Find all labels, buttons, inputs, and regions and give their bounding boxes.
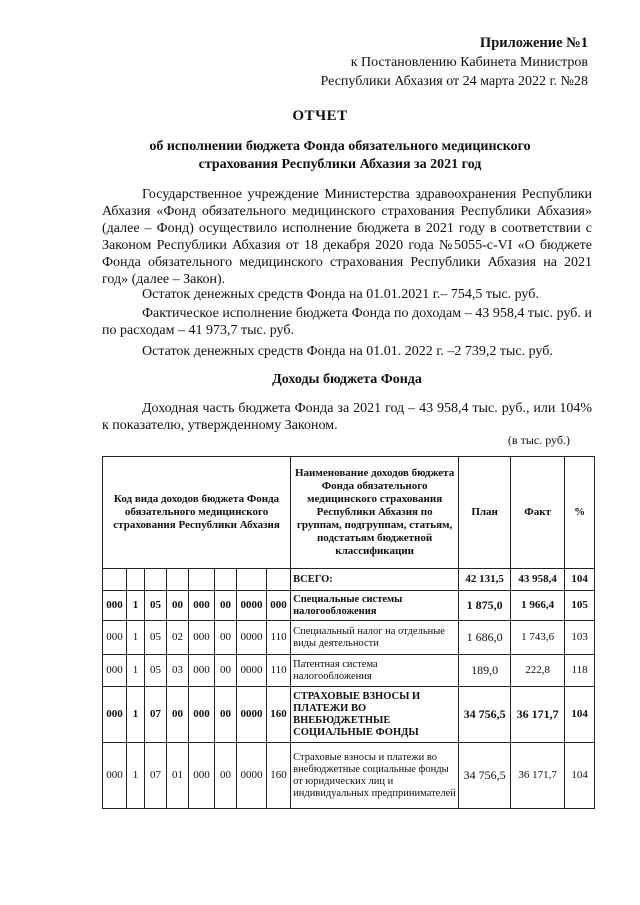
- table-row: [103, 743, 595, 809]
- code-cell: 000: [103, 743, 127, 809]
- income-heading: Доходы бюджета Фонда: [272, 372, 422, 387]
- total-fact: 43 958,4: [511, 569, 565, 591]
- header-code: Код вида доходов бюджета Фонда обязательного медицинского страхования Республики Абхазия: [103, 457, 291, 569]
- code-cell: 1: [127, 655, 145, 687]
- code-cell: 1: [127, 591, 145, 621]
- code-cell: 160: [267, 687, 291, 743]
- code-cell: 07: [145, 687, 167, 743]
- code-cell: 000: [103, 655, 127, 687]
- plan-cell: 1 875,0: [459, 591, 511, 621]
- code-cell: 110: [267, 655, 291, 687]
- actual-execution-paragraph: Фактическое исполнение бюджета Фонда по доходам – 43 958,4 тыс. руб. и по расходам – 41 973,7 тыс. руб.: [102, 306, 592, 338]
- code-cell: 1: [127, 743, 145, 809]
- code-cell: 02: [167, 621, 189, 655]
- code-cell: 05: [145, 621, 167, 655]
- code-cell: 000: [189, 621, 215, 655]
- code-cell: 00: [215, 743, 237, 809]
- code-cell: 0000: [237, 655, 267, 687]
- code-cell: 000: [189, 743, 215, 809]
- income-paragraph: Доходная часть бюджета Фонда за 2021 год – 43 958,4 тыс. руб., или 104% к показателю, утвержденному Законом.: [102, 401, 592, 433]
- appendix-line-2: Республики Абхазия от 24 марта 2022 г. №28: [320, 74, 588, 89]
- table-row-total: [103, 569, 595, 591]
- plan-cell: 34 756,5: [459, 687, 511, 743]
- code-cell: 160: [267, 743, 291, 809]
- income-name-cell: СТРАХОВЫЕ ВЗНОСЫ И ПЛАТЕЖИ ВО ВНЕБЮДЖЕТНЫЕ СОЦИАЛЬНЫЕ ФОНДЫ: [291, 687, 459, 743]
- code-cell: 03: [167, 655, 189, 687]
- report-title: ОТЧЕТ: [292, 108, 348, 124]
- fact-cell: 222,8: [511, 655, 565, 687]
- plan-cell: 189,0: [459, 655, 511, 687]
- code-cell: 01: [167, 743, 189, 809]
- income-name-cell: Специальные системы налогообложения: [291, 591, 459, 621]
- pct-cell: 104: [565, 743, 595, 809]
- code-cell: 00: [215, 687, 237, 743]
- code-cell: 00: [167, 687, 189, 743]
- plan-cell: 34 756,5: [459, 743, 511, 809]
- code-cell: 0000: [237, 743, 267, 809]
- table-header-row: [103, 457, 595, 569]
- code-cell: 0000: [237, 687, 267, 743]
- intro-paragraph: Государственное учреждение Министерства здравоохранения Республики Абхазия «Фонд обязательного медицинского страхования Республики Абхазия» (далее – Фонд) осуществило исполнение бюджета в 2021 году в соответствии с Законом Республики Абхазия от 18 декабря 2020 года №5055-с-VI «О бюджете Фонда обязательного медицинского страхования Республики Абхазия на 2021 год» (далее – Закон).: [102, 187, 592, 287]
- code-cell: 0000: [237, 621, 267, 655]
- closing-balance-paragraph: Остаток денежных средств Фонда на 01.01. 2022 г. –2 739,2 тыс. руб.: [142, 344, 553, 359]
- income-table: [102, 456, 595, 809]
- code-cell: 05: [145, 591, 167, 621]
- table-row: [103, 591, 595, 621]
- code-cell: 000: [267, 591, 291, 621]
- table-row: [103, 655, 595, 687]
- appendix-block: [321, 34, 588, 91]
- code-cell: 0000: [237, 591, 267, 621]
- code-cell: 00: [215, 655, 237, 687]
- code-cell: 00: [215, 621, 237, 655]
- plan-cell: 1 686,0: [459, 621, 511, 655]
- table-row: [103, 687, 595, 743]
- code-cell: 000: [103, 591, 127, 621]
- header-name: Наименование доходов бюджета Фонда обязательного медицинского страхования Республики Абхазия по группам, подгруппам, статьям, подстатьям бюджетной классификации: [291, 457, 459, 569]
- code-cell: 000: [189, 591, 215, 621]
- table-row: [103, 621, 595, 655]
- total-plan: 42 131,5: [459, 569, 511, 591]
- code-cell: 00: [167, 591, 189, 621]
- pct-cell: 105: [565, 591, 595, 621]
- fact-cell: 36 171,7: [511, 743, 565, 809]
- total-pct: 104: [565, 569, 595, 591]
- code-cell: 1: [127, 621, 145, 655]
- code-cell: 1: [127, 687, 145, 743]
- fact-cell: 1 743,6: [511, 621, 565, 655]
- code-cell: 000: [103, 687, 127, 743]
- fact-cell: 1 966,4: [511, 591, 565, 621]
- units-note: (в тыс. руб.): [507, 433, 570, 447]
- pct-cell: 118: [565, 655, 595, 687]
- code-cell: 110: [267, 621, 291, 655]
- opening-balance-paragraph: Остаток денежных средств Фонда на 01.01.2021 г.– 754,5 тыс. руб.: [142, 287, 539, 302]
- total-name: ВСЕГО:: [291, 569, 459, 591]
- code-cell: 000: [189, 687, 215, 743]
- code-cell: 000: [189, 655, 215, 687]
- code-cell: 000: [103, 621, 127, 655]
- appendix-line-1: к Постановлению Кабинета Министров: [350, 55, 588, 70]
- income-name-cell: Страховые взносы и платежи во внебюджетные социальные фонды от юридических лиц и индивидуальных предпринимателей: [291, 743, 459, 809]
- income-name-cell: Патентная система налогообложения: [291, 655, 459, 687]
- pct-cell: 103: [565, 621, 595, 655]
- appendix-title: Приложение №1: [479, 35, 588, 51]
- pct-cell: 104: [565, 687, 595, 743]
- header-fact: Факт: [511, 457, 565, 569]
- fact-cell: 36 171,7: [511, 687, 565, 743]
- report-subtitle: об исполнении бюджета Фонда обязательного медицинского страхования Республики Абхазия за 2021 год: [149, 139, 531, 172]
- code-cell: 05: [145, 655, 167, 687]
- income-name-cell: Специальный налог на отдельные виды деятельности: [291, 621, 459, 655]
- header-plan: План: [459, 457, 511, 569]
- code-cell: 00: [215, 591, 237, 621]
- header-pct: %: [565, 457, 595, 569]
- code-cell: 07: [145, 743, 167, 809]
